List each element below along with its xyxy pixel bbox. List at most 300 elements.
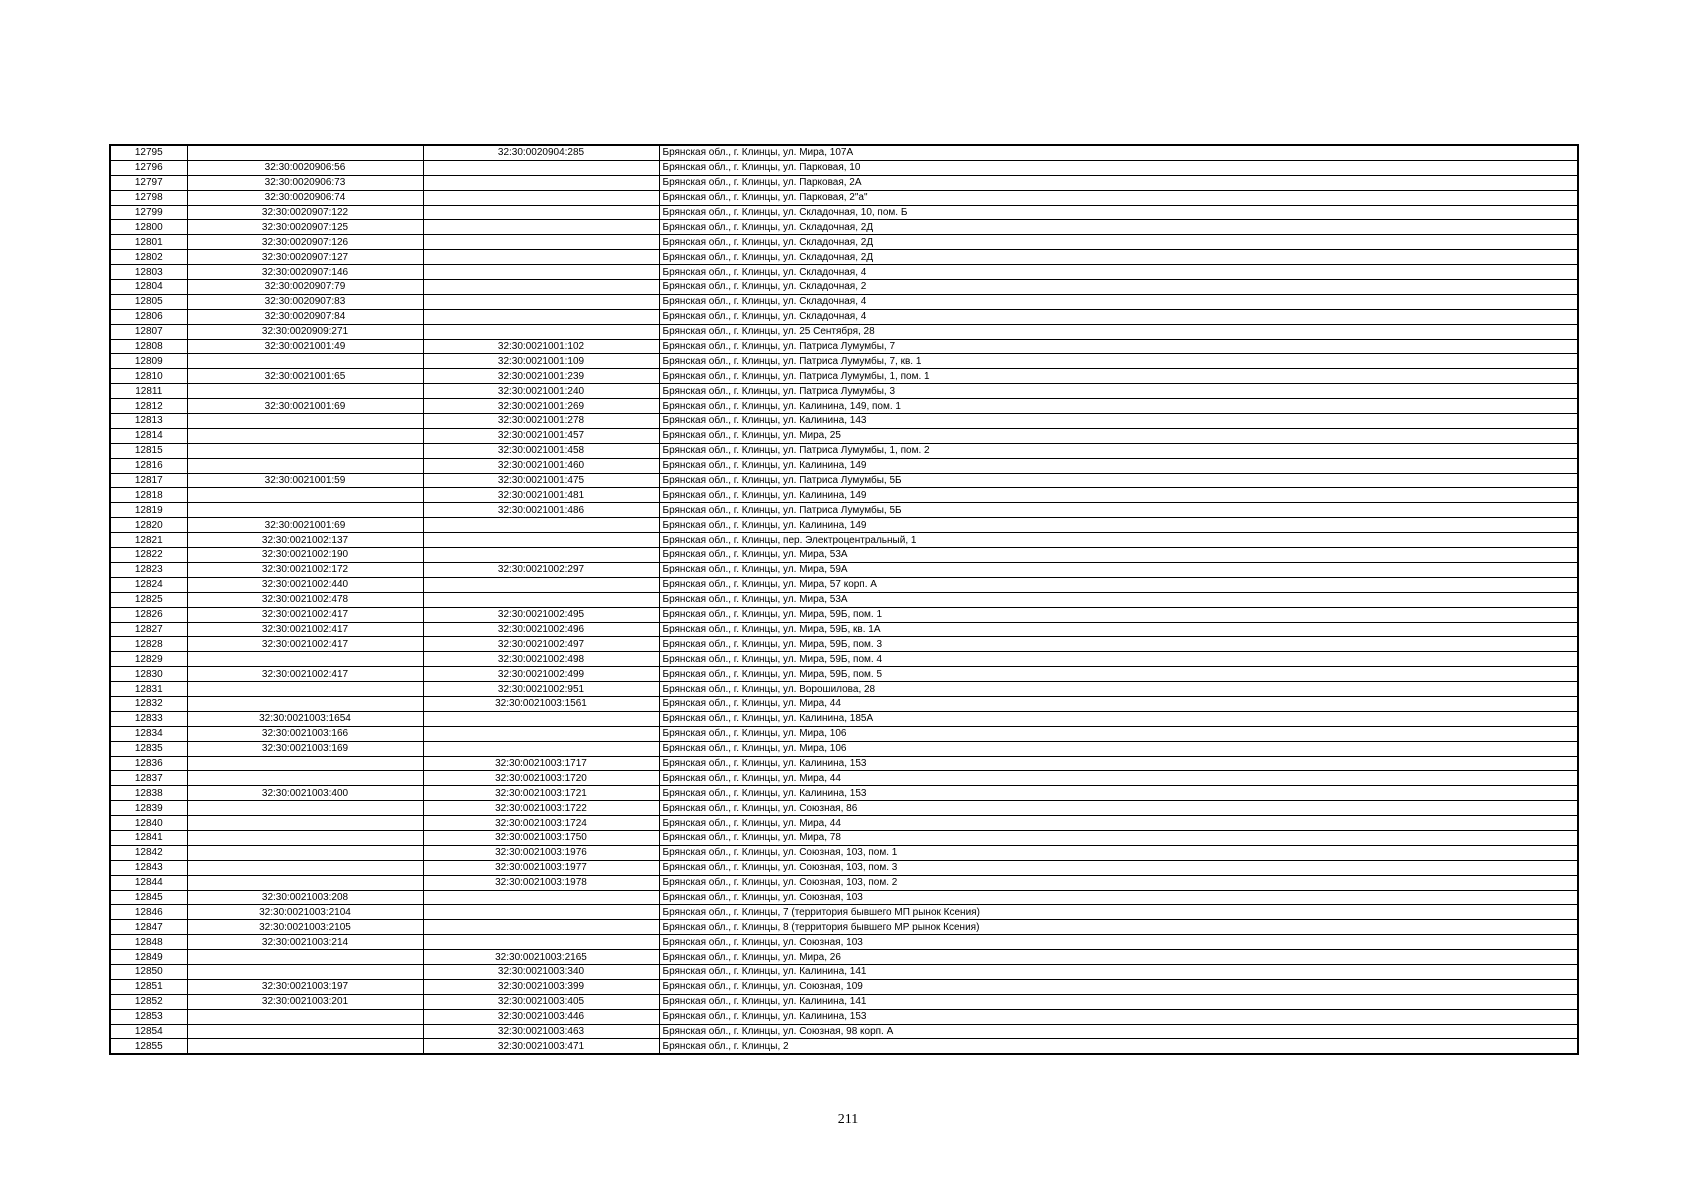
address-cell: Брянская обл., г. Клинцы, ул. Союзная, 103, пом. 2: [659, 875, 1578, 890]
table-row: [110, 1009, 1578, 1024]
table-row: [110, 324, 1578, 339]
address-cell: Брянская обл., г. Клинцы, ул. Ворошилова, 28: [659, 682, 1578, 697]
building-number-cell: 32:30:0021003:399: [423, 979, 659, 994]
table-row: [110, 488, 1578, 503]
table-row: [110, 860, 1578, 875]
land-parcel-number-cell: [187, 845, 423, 860]
land-parcel-number-cell: 32:30:0020907:122: [187, 205, 423, 220]
row-number-cell: 12825: [110, 592, 187, 607]
building-number-cell: 32:30:0021003:1977: [423, 860, 659, 875]
building-number-cell: 32:30:0021002:951: [423, 682, 659, 697]
land-parcel-number-cell: [187, 771, 423, 786]
table-row: [110, 309, 1578, 324]
land-parcel-number-cell: [187, 950, 423, 965]
table-row: [110, 741, 1578, 756]
row-number-cell: 12804: [110, 280, 187, 295]
land-parcel-number-cell: 32:30:0020907:126: [187, 235, 423, 250]
land-parcel-number-cell: 32:30:0021002:478: [187, 592, 423, 607]
table-row: [110, 771, 1578, 786]
address-cell: Брянская обл., г. Клинцы, ул. Мира, 26: [659, 950, 1578, 965]
address-cell: Брянская обл., г. Клинцы, ул. Складочная, 4: [659, 294, 1578, 309]
land-parcel-number-cell: 32:30:0020907:83: [187, 294, 423, 309]
building-number-cell: [423, 890, 659, 905]
land-parcel-number-cell: 32:30:0020907:79: [187, 280, 423, 295]
land-parcel-number-cell: [187, 145, 423, 160]
building-number-cell: [423, 905, 659, 920]
address-cell: Брянская обл., г. Клинцы, ул. Мира, 53А: [659, 592, 1578, 607]
row-number-cell: 12824: [110, 577, 187, 592]
building-number-cell: [423, 324, 659, 339]
row-number-cell: 12848: [110, 935, 187, 950]
table-row: [110, 801, 1578, 816]
row-number-cell: 12803: [110, 265, 187, 280]
table-row: [110, 905, 1578, 920]
table-row: [110, 1039, 1578, 1054]
table-row: [110, 637, 1578, 652]
cadastral-table: [109, 144, 1579, 1055]
table-row: [110, 756, 1578, 771]
table-row: [110, 548, 1578, 563]
address-cell: Брянская обл., г. Клинцы, ул. Союзная, 109: [659, 979, 1578, 994]
table-row: [110, 667, 1578, 682]
address-cell: Брянская обл., г. Клинцы, ул. Калинина, 141: [659, 964, 1578, 979]
address-cell: Брянская обл., г. Клинцы, ул. Союзная, 103, пом. 3: [659, 860, 1578, 875]
row-number-cell: 12838: [110, 786, 187, 801]
building-number-cell: [423, 175, 659, 190]
address-cell: Брянская обл., г. Клинцы, ул. Мира, 59А: [659, 562, 1578, 577]
building-number-cell: [423, 160, 659, 175]
land-parcel-number-cell: 32:30:0021001:59: [187, 473, 423, 488]
address-cell: Брянская обл., г. Клинцы, ул. Мира, 57 корп. А: [659, 577, 1578, 592]
row-number-cell: 12844: [110, 875, 187, 890]
table-row: [110, 845, 1578, 860]
land-parcel-number-cell: [187, 964, 423, 979]
row-number-cell: 12822: [110, 548, 187, 563]
address-cell: Брянская обл., г. Клинцы, ул. Союзная, 98 корп. А: [659, 1024, 1578, 1039]
building-number-cell: 32:30:0021002:297: [423, 562, 659, 577]
table-row: [110, 533, 1578, 548]
land-parcel-number-cell: [187, 503, 423, 518]
table-body: [110, 145, 1578, 1054]
building-number-cell: 32:30:0021003:1717: [423, 756, 659, 771]
building-number-cell: 32:30:0021002:496: [423, 622, 659, 637]
row-number-cell: 12795: [110, 145, 187, 160]
land-parcel-number-cell: 32:30:0021003:197: [187, 979, 423, 994]
building-number-cell: 32:30:0021001:269: [423, 399, 659, 414]
address-cell: Брянская обл., г. Клинцы, ул. Патриса Лумумбы, 7, кв. 1: [659, 354, 1578, 369]
table-row: [110, 890, 1578, 905]
building-number-cell: 32:30:0021003:2165: [423, 950, 659, 965]
row-number-cell: 12809: [110, 354, 187, 369]
table-row: [110, 220, 1578, 235]
address-cell: Брянская обл., г. Клинцы, ул. Калинина, 149: [659, 518, 1578, 533]
address-cell: Брянская обл., г. Клинцы, ул. Мира, 59Б, пом. 5: [659, 667, 1578, 682]
building-number-cell: 32:30:0021001:109: [423, 354, 659, 369]
building-number-cell: [423, 533, 659, 548]
land-parcel-number-cell: 32:30:0021002:190: [187, 548, 423, 563]
land-parcel-number-cell: 32:30:0021002:137: [187, 533, 423, 548]
table-row: [110, 265, 1578, 280]
land-parcel-number-cell: 32:30:0020907:127: [187, 250, 423, 265]
address-cell: Брянская обл., г. Клинцы, ул. Складочная, 2: [659, 280, 1578, 295]
table-row: [110, 458, 1578, 473]
table-row: [110, 339, 1578, 354]
building-number-cell: 32:30:0021002:499: [423, 667, 659, 682]
land-parcel-number-cell: 32:30:0021002:417: [187, 667, 423, 682]
row-number-cell: 12819: [110, 503, 187, 518]
land-parcel-number-cell: 32:30:0021003:208: [187, 890, 423, 905]
row-number-cell: 12833: [110, 711, 187, 726]
row-number-cell: 12810: [110, 369, 187, 384]
land-parcel-number-cell: [187, 1024, 423, 1039]
land-parcel-number-cell: 32:30:0021003:2104: [187, 905, 423, 920]
table-row: [110, 428, 1578, 443]
building-number-cell: [423, 190, 659, 205]
row-number-cell: 12813: [110, 414, 187, 429]
table-row: [110, 652, 1578, 667]
row-number-cell: 12796: [110, 160, 187, 175]
address-cell: Брянская обл., г. Клинцы, ул. Мира, 44: [659, 816, 1578, 831]
table-row: [110, 935, 1578, 950]
row-number-cell: 12805: [110, 294, 187, 309]
table-row: [110, 503, 1578, 518]
address-cell: Брянская обл., г. Клинцы, ул. Складочная, 4: [659, 265, 1578, 280]
building-number-cell: [423, 250, 659, 265]
land-parcel-number-cell: 32:30:0021001:65: [187, 369, 423, 384]
table-row: [110, 875, 1578, 890]
address-cell: Брянская обл., г. Клинцы, ул. Союзная, 103: [659, 935, 1578, 950]
land-parcel-number-cell: [187, 696, 423, 711]
address-cell: Брянская обл., г. Клинцы, ул. Мира, 107А: [659, 145, 1578, 160]
row-number-cell: 12818: [110, 488, 187, 503]
row-number-cell: 12800: [110, 220, 187, 235]
building-number-cell: 32:30:0021002:497: [423, 637, 659, 652]
address-cell: Брянская обл., г. Клинцы, ул. Мира, 106: [659, 741, 1578, 756]
land-parcel-number-cell: 32:30:0021003:214: [187, 935, 423, 950]
table-row: [110, 190, 1578, 205]
row-number-cell: 12841: [110, 830, 187, 845]
building-number-cell: 32:30:0021003:1978: [423, 875, 659, 890]
building-number-cell: [423, 548, 659, 563]
address-cell: Брянская обл., г. Клинцы, ул. Союзная, 86: [659, 801, 1578, 816]
row-number-cell: 12802: [110, 250, 187, 265]
address-cell: Брянская обл., г. Клинцы, ул. Складочная, 2Д: [659, 220, 1578, 235]
building-number-cell: 32:30:0021003:1721: [423, 786, 659, 801]
land-parcel-number-cell: [187, 1039, 423, 1054]
building-number-cell: 32:30:0021003:1750: [423, 830, 659, 845]
address-cell: Брянская обл., г. Клинцы, ул. Калинина, 153: [659, 1009, 1578, 1024]
table-row: [110, 294, 1578, 309]
land-parcel-number-cell: 32:30:0021001:69: [187, 399, 423, 414]
row-number-cell: 12854: [110, 1024, 187, 1039]
address-cell: Брянская обл., г. Клинцы, ул. Мира, 25: [659, 428, 1578, 443]
building-number-cell: 32:30:0021003:463: [423, 1024, 659, 1039]
building-number-cell: 32:30:0021002:495: [423, 607, 659, 622]
row-number-cell: 12827: [110, 622, 187, 637]
land-parcel-number-cell: 32:30:0021001:69: [187, 518, 423, 533]
address-cell: Брянская обл., г. Клинцы, ул. Мира, 59Б, пом. 1: [659, 607, 1578, 622]
building-number-cell: [423, 309, 659, 324]
row-number-cell: 12849: [110, 950, 187, 965]
row-number-cell: 12832: [110, 696, 187, 711]
row-number-cell: 12812: [110, 399, 187, 414]
building-number-cell: 32:30:0021001:102: [423, 339, 659, 354]
row-number-cell: 12826: [110, 607, 187, 622]
land-parcel-number-cell: [187, 1009, 423, 1024]
land-parcel-number-cell: 32:30:0021002:172: [187, 562, 423, 577]
land-parcel-number-cell: 32:30:0021003:2105: [187, 920, 423, 935]
land-parcel-number-cell: 32:30:0021002:440: [187, 577, 423, 592]
land-parcel-number-cell: [187, 443, 423, 458]
building-number-cell: 32:30:0021003:1561: [423, 696, 659, 711]
land-parcel-number-cell: 32:30:0020907:84: [187, 309, 423, 324]
table-row: [110, 950, 1578, 965]
building-number-cell: [423, 220, 659, 235]
land-parcel-number-cell: [187, 458, 423, 473]
address-cell: Брянская обл., г. Клинцы, ул. Союзная, 103, пом. 1: [659, 845, 1578, 860]
address-cell: Брянская обл., г. Клинцы, пер. Электроцентральный, 1: [659, 533, 1578, 548]
address-cell: Брянская обл., г. Клинцы, ул. Калинина, 153: [659, 786, 1578, 801]
row-number-cell: 12820: [110, 518, 187, 533]
address-cell: Брянская обл., г. Клинцы, ул. Калинина, 149: [659, 488, 1578, 503]
building-number-cell: 32:30:0021003:471: [423, 1039, 659, 1054]
building-number-cell: 32:30:0021003:340: [423, 964, 659, 979]
row-number-cell: 12816: [110, 458, 187, 473]
address-cell: Брянская обл., г. Клинцы, ул. Парковая, 2А: [659, 175, 1578, 190]
land-parcel-number-cell: 32:30:0020906:74: [187, 190, 423, 205]
row-number-cell: 12815: [110, 443, 187, 458]
row-number-cell: 12839: [110, 801, 187, 816]
land-parcel-number-cell: 32:30:0021002:417: [187, 607, 423, 622]
land-parcel-number-cell: [187, 875, 423, 890]
row-number-cell: 12801: [110, 235, 187, 250]
land-parcel-number-cell: 32:30:0021002:417: [187, 637, 423, 652]
land-parcel-number-cell: 32:30:0021001:49: [187, 339, 423, 354]
address-cell: Брянская обл., г. Клинцы, ул. Мира, 44: [659, 771, 1578, 786]
table-row: [110, 518, 1578, 533]
land-parcel-number-cell: 32:30:0020909:271: [187, 324, 423, 339]
table-row: [110, 205, 1578, 220]
address-cell: Брянская обл., г. Клинцы, ул. Складочная, 4: [659, 309, 1578, 324]
table-row: [110, 250, 1578, 265]
address-cell: Брянская обл., г. Клинцы, ул. Патриса Лумумбы, 5Б: [659, 503, 1578, 518]
land-parcel-number-cell: [187, 801, 423, 816]
land-parcel-number-cell: [187, 652, 423, 667]
building-number-cell: 32:30:0021001:457: [423, 428, 659, 443]
address-cell: Брянская обл., г. Клинцы, ул. Складочная, 2Д: [659, 235, 1578, 250]
building-number-cell: [423, 711, 659, 726]
row-number-cell: 12851: [110, 979, 187, 994]
row-number-cell: 12831: [110, 682, 187, 697]
building-number-cell: [423, 935, 659, 950]
building-number-cell: 32:30:0021003:1722: [423, 801, 659, 816]
table-row: [110, 562, 1578, 577]
table-row: [110, 592, 1578, 607]
address-cell: Брянская обл., г. Клинцы, ул. Парковая, 2"а": [659, 190, 1578, 205]
row-number-cell: 12821: [110, 533, 187, 548]
building-number-cell: 32:30:0021001:460: [423, 458, 659, 473]
table-row: [110, 145, 1578, 160]
address-cell: Брянская обл., г. Клинцы, 2: [659, 1039, 1578, 1054]
building-number-cell: [423, 205, 659, 220]
land-parcel-number-cell: 32:30:0021002:417: [187, 622, 423, 637]
page-number: 211: [837, 1112, 859, 1127]
table-row: [110, 696, 1578, 711]
table-row: [110, 175, 1578, 190]
row-number-cell: 12807: [110, 324, 187, 339]
land-parcel-number-cell: 32:30:0020906:56: [187, 160, 423, 175]
land-parcel-number-cell: [187, 682, 423, 697]
row-number-cell: 12837: [110, 771, 187, 786]
address-cell: Брянская обл., г. Клинцы, ул. Мира, 78: [659, 830, 1578, 845]
land-parcel-number-cell: 32:30:0020907:125: [187, 220, 423, 235]
building-number-cell: [423, 294, 659, 309]
table-row: [110, 473, 1578, 488]
row-number-cell: 12852: [110, 994, 187, 1009]
table-row: [110, 354, 1578, 369]
row-number-cell: 12845: [110, 890, 187, 905]
row-number-cell: 12830: [110, 667, 187, 682]
table-row: [110, 786, 1578, 801]
table-row: [110, 399, 1578, 414]
land-parcel-number-cell: [187, 756, 423, 771]
table-row: [110, 711, 1578, 726]
row-number-cell: 12828: [110, 637, 187, 652]
address-cell: Брянская обл., г. Клинцы, ул. Калинина, 149: [659, 458, 1578, 473]
land-parcel-number-cell: 32:30:0021003:166: [187, 726, 423, 741]
row-number-cell: 12834: [110, 726, 187, 741]
table-row: [110, 1024, 1578, 1039]
table-row: [110, 830, 1578, 845]
address-cell: Брянская обл., г. Клинцы, ул. Мира, 44: [659, 696, 1578, 711]
table-row: [110, 607, 1578, 622]
table-row: [110, 979, 1578, 994]
building-number-cell: [423, 741, 659, 756]
address-cell: Брянская обл., г. Клинцы, ул. Мира, 53А: [659, 548, 1578, 563]
address-cell: Брянская обл., г. Клинцы, ул. Патриса Лумумбы, 3: [659, 384, 1578, 399]
address-cell: Брянская обл., г. Клинцы, ул. Патриса Лумумбы, 1, пом. 2: [659, 443, 1578, 458]
address-cell: Брянская обл., г. Клинцы, ул. Складочная, 10, пом. Б: [659, 205, 1578, 220]
address-cell: Брянская обл., г. Клинцы, ул. Мира, 59Б, пом. 4: [659, 652, 1578, 667]
address-cell: Брянская обл., г. Клинцы, ул. 25 Сентября, 28: [659, 324, 1578, 339]
building-number-cell: 32:30:0020904:285: [423, 145, 659, 160]
land-parcel-number-cell: 32:30:0020907:146: [187, 265, 423, 280]
building-number-cell: 32:30:0021001:240: [423, 384, 659, 399]
table-row: [110, 384, 1578, 399]
row-number-cell: 12847: [110, 920, 187, 935]
row-number-cell: 12808: [110, 339, 187, 354]
building-number-cell: 32:30:0021002:498: [423, 652, 659, 667]
building-number-cell: 32:30:0021001:481: [423, 488, 659, 503]
building-number-cell: [423, 280, 659, 295]
row-number-cell: 12855: [110, 1039, 187, 1054]
table-row: [110, 369, 1578, 384]
address-cell: Брянская обл., г. Клинцы, ул. Калинина, 185А: [659, 711, 1578, 726]
table-row: [110, 280, 1578, 295]
row-number-cell: 12799: [110, 205, 187, 220]
land-parcel-number-cell: [187, 384, 423, 399]
row-number-cell: 12817: [110, 473, 187, 488]
building-number-cell: 32:30:0021001:239: [423, 369, 659, 384]
building-number-cell: [423, 518, 659, 533]
row-number-cell: 12850: [110, 964, 187, 979]
address-cell: Брянская обл., г. Клинцы, ул. Патриса Лумумбы, 5Б: [659, 473, 1578, 488]
row-number-cell: 12829: [110, 652, 187, 667]
building-number-cell: 32:30:0021003:1724: [423, 816, 659, 831]
building-number-cell: 32:30:0021001:278: [423, 414, 659, 429]
table-row: [110, 726, 1578, 741]
land-parcel-number-cell: 32:30:0021003:400: [187, 786, 423, 801]
address-cell: Брянская обл., г. Клинцы, ул. Патриса Лумумбы, 7: [659, 339, 1578, 354]
row-number-cell: 12840: [110, 816, 187, 831]
building-number-cell: 32:30:0021003:1976: [423, 845, 659, 860]
address-cell: Брянская обл., г. Клинцы, 8 (территория бывшего МР рынок Ксения): [659, 920, 1578, 935]
building-number-cell: [423, 577, 659, 592]
land-parcel-number-cell: 32:30:0020906:73: [187, 175, 423, 190]
table-row: [110, 235, 1578, 250]
building-number-cell: [423, 920, 659, 935]
building-number-cell: 32:30:0021003:446: [423, 1009, 659, 1024]
building-number-cell: 32:30:0021001:475: [423, 473, 659, 488]
row-number-cell: 12814: [110, 428, 187, 443]
building-number-cell: 32:30:0021001:458: [423, 443, 659, 458]
table-row: [110, 622, 1578, 637]
address-cell: Брянская обл., г. Клинцы, ул. Союзная, 103: [659, 890, 1578, 905]
row-number-cell: 12823: [110, 562, 187, 577]
land-parcel-number-cell: [187, 860, 423, 875]
address-cell: Брянская обл., г. Клинцы, ул. Калинина, 153: [659, 756, 1578, 771]
table-row: [110, 443, 1578, 458]
row-number-cell: 12806: [110, 309, 187, 324]
table-row: [110, 577, 1578, 592]
address-cell: Брянская обл., г. Клинцы, ул. Складочная, 2Д: [659, 250, 1578, 265]
land-parcel-number-cell: [187, 830, 423, 845]
building-number-cell: [423, 726, 659, 741]
table-row: [110, 816, 1578, 831]
address-cell: Брянская обл., г. Клинцы, ул. Парковая, 10: [659, 160, 1578, 175]
land-parcel-number-cell: [187, 428, 423, 443]
land-parcel-number-cell: [187, 414, 423, 429]
address-cell: Брянская обл., г. Клинцы, ул. Патриса Лумумбы, 1, пом. 1: [659, 369, 1578, 384]
table-row: [110, 964, 1578, 979]
building-number-cell: 32:30:0021001:486: [423, 503, 659, 518]
table-row: [110, 920, 1578, 935]
table-row: [110, 682, 1578, 697]
address-cell: Брянская обл., г. Клинцы, ул. Калинина, 143: [659, 414, 1578, 429]
row-number-cell: 12846: [110, 905, 187, 920]
building-number-cell: [423, 235, 659, 250]
building-number-cell: 32:30:0021003:1720: [423, 771, 659, 786]
table-row: [110, 994, 1578, 1009]
building-number-cell: [423, 265, 659, 280]
land-parcel-number-cell: [187, 816, 423, 831]
table-row: [110, 414, 1578, 429]
table-row: [110, 160, 1578, 175]
row-number-cell: 12797: [110, 175, 187, 190]
row-number-cell: 12798: [110, 190, 187, 205]
land-parcel-number-cell: 32:30:0021003:169: [187, 741, 423, 756]
address-cell: Брянская обл., г. Клинцы, ул. Калинина, 149, пом. 1: [659, 399, 1578, 414]
address-cell: Брянская обл., г. Клинцы, ул. Мира, 59Б, пом. 3: [659, 637, 1578, 652]
row-number-cell: 12843: [110, 860, 187, 875]
land-parcel-number-cell: 32:30:0021003:201: [187, 994, 423, 1009]
row-number-cell: 12835: [110, 741, 187, 756]
land-parcel-number-cell: [187, 354, 423, 369]
building-number-cell: 32:30:0021003:405: [423, 994, 659, 1009]
land-parcel-number-cell: 32:30:0021003:1654: [187, 711, 423, 726]
row-number-cell: 12842: [110, 845, 187, 860]
address-cell: Брянская обл., г. Клинцы, 7 (территория бывшего МП рынок Ксения): [659, 905, 1578, 920]
